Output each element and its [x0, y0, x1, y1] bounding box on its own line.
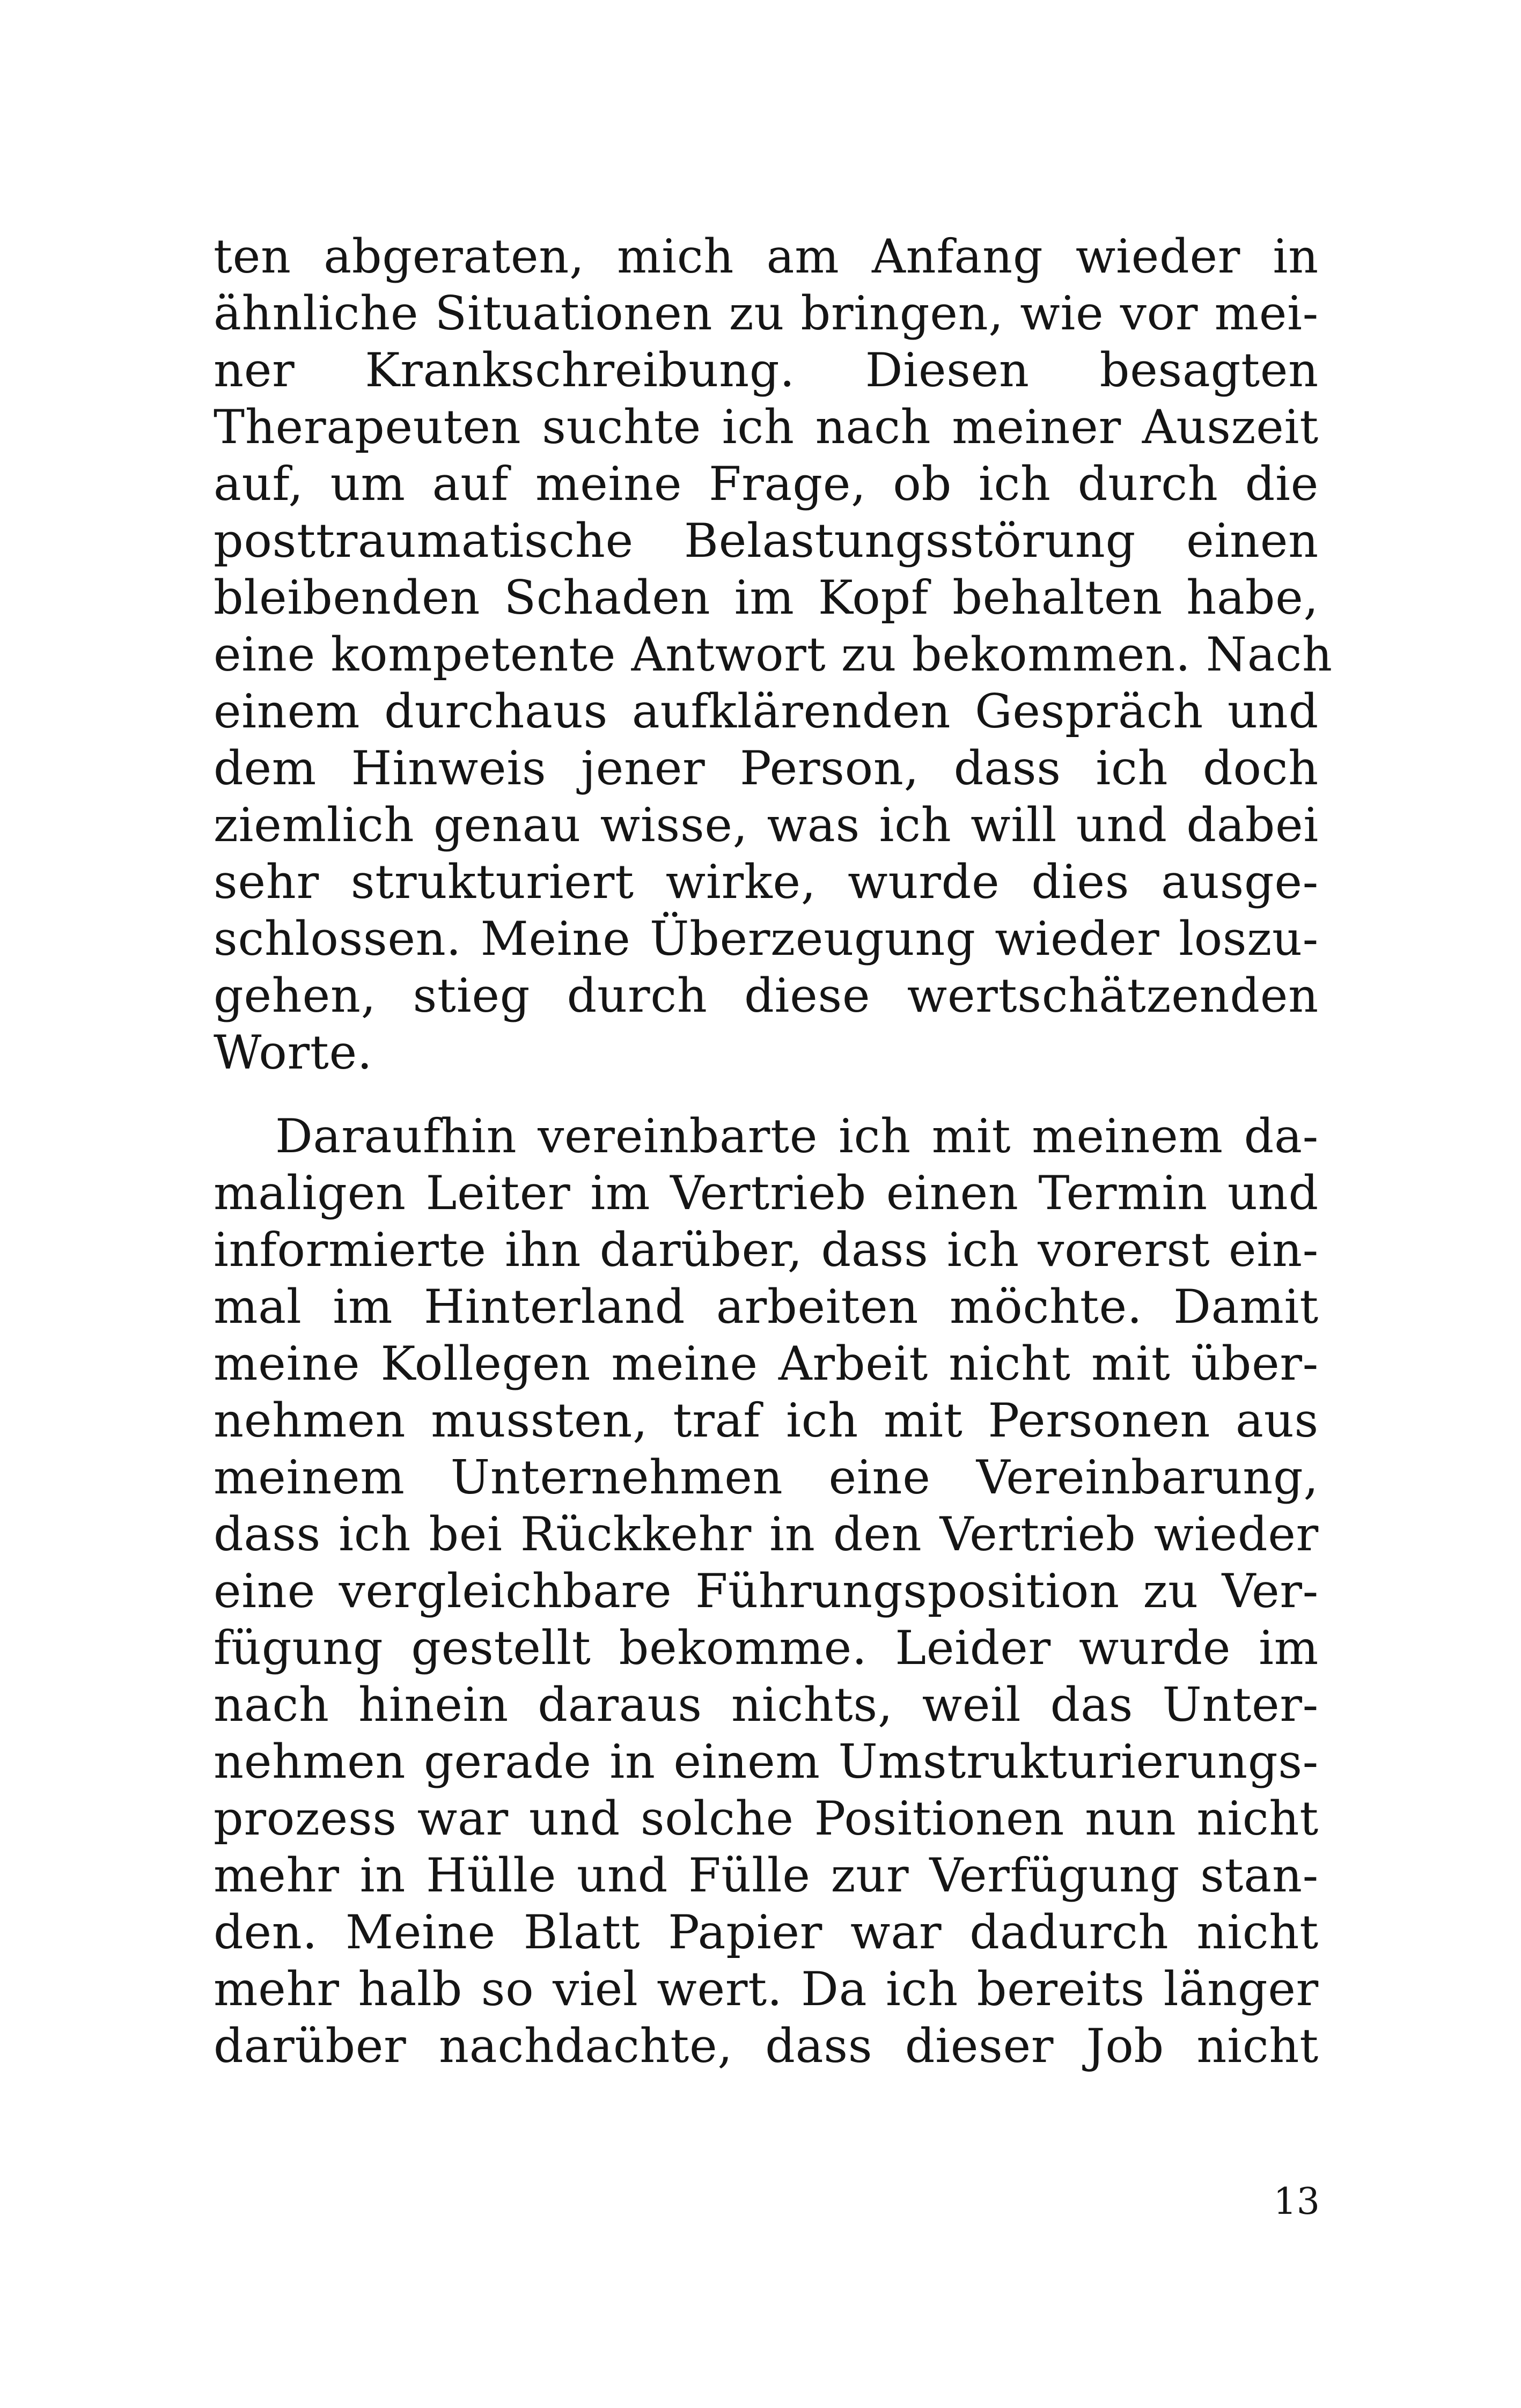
text-line: Daraufhin vereinbarte ich mit meinem da- — [275, 1109, 1319, 1164]
text-line: dass ich bei Rückkehr in den Vertrieb wieder — [214, 1507, 1319, 1562]
text-line: posttraumatische Belastungsstörung einen — [214, 513, 1319, 568]
text-line: ähnliche Situationen zu bringen, wie vor mei- — [214, 286, 1319, 341]
text-line: bleibenden Schaden im Kopf behalten habe, — [214, 570, 1319, 625]
paragraph-gap — [214, 1081, 1319, 1108]
text-line: eine vergleichbare Führungsposition zu Ver- — [214, 1564, 1319, 1618]
paragraph-1 — [214, 228, 1333, 1081]
text-line: auf, um auf meine Frage, ob ich durch die — [214, 456, 1319, 511]
text-line: nach hinein daraus nichts, weil das Unter- — [214, 1677, 1319, 1732]
text-line: prozess war und solche Positionen nun nicht — [214, 1791, 1319, 1846]
text-line: ziemlich genau wisse, was ich will und dabei — [214, 798, 1319, 852]
text-line: den. Meine Blatt Papier war dadurch nicht — [214, 1905, 1319, 1960]
text-line: fügung gestellt bekomme. Leider wurde im — [214, 1621, 1319, 1675]
text-line: dem Hinweis jener Person, dass ich doch — [214, 741, 1319, 796]
text-line: sehr strukturiert wirke, wurde dies ausge- — [214, 855, 1319, 909]
text-line: informierte ihn darüber, dass ich vorerst ein- — [214, 1223, 1319, 1277]
text-line: ner Krankschreibung. Diesen besagten — [214, 343, 1319, 397]
text-line: schlossen. Meine Überzeugung wieder loszu- — [214, 911, 1319, 966]
paragraph-2 — [214, 1108, 1319, 2074]
text-line: einem durchaus aufklärenden Gespräch und — [214, 684, 1319, 739]
text-line: meinem Unternehmen eine Vereinbarung, — [214, 1450, 1319, 1505]
text-line: gehen, stieg durch diese wertschätzenden — [214, 968, 1319, 1023]
text-line: mehr halb so viel wert. Da ich bereits länger — [214, 1962, 1319, 2016]
text-line: meine Kollegen meine Arbeit nicht mit über- — [214, 1336, 1319, 1391]
text-line: mehr in Hülle und Fülle zur Verfügung stan- — [214, 1848, 1319, 1903]
text-line: ten abgeraten, mich am Anfang wieder in — [214, 229, 1319, 284]
text-line: eine kompetente Antwort zu bekommen. Nach — [214, 627, 1333, 682]
text-line: Therapeuten suchte ich nach meiner Auszeit — [214, 400, 1319, 454]
text-line: darüber nachdachte, dass dieser Job nicht — [214, 2019, 1319, 2073]
page-number: 13 — [1273, 2181, 1320, 2223]
text-line: mal im Hinterland arbeiten möchte. Damit — [214, 1279, 1319, 1334]
body-text — [214, 228, 1333, 2074]
text-line: nehmen mussten, traf ich mit Personen aus — [214, 1393, 1319, 1448]
text-line: Worte. — [214, 1025, 373, 1080]
text-line: nehmen gerade in einem Umstrukturierungs- — [214, 1734, 1319, 1789]
text-line: maligen Leiter im Vertrieb einen Termin und — [214, 1166, 1319, 1220]
